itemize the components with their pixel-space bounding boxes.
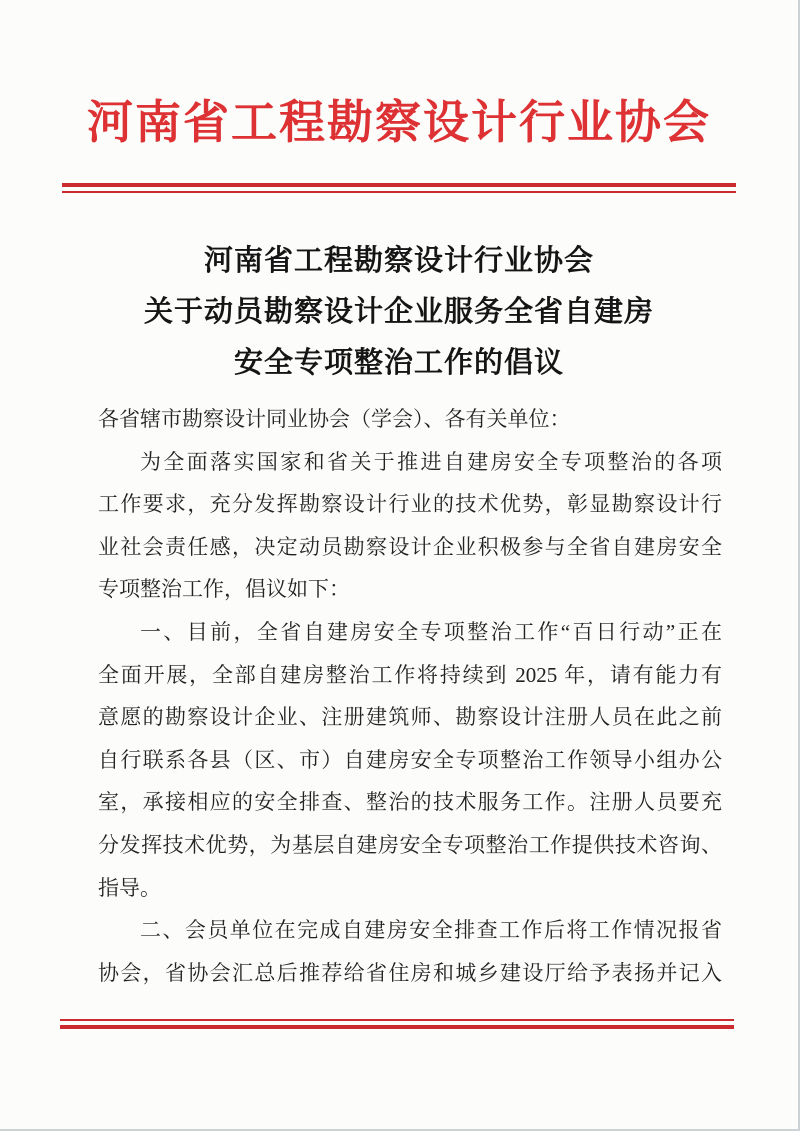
body-line: 自行联系各县（区、市）自建房安全专项整治工作领导小组办公 [98,747,722,772]
body-line: 业社会责任感，决定动员勘察设计企业积极参与全省自建房安全 [98,534,722,559]
footer-double-rule [60,1019,734,1029]
letterhead-title: 河南省工程勘察设计行业协会 [87,97,711,148]
body-line: 为全面落实国家和省关于推进自建房安全专项整治的各项 [140,449,722,474]
salutation-line: 各省辖市勘察设计同业协会（学会）、各有关单位： [98,407,571,431]
body-line: 一、目前，全省自建房安全专项整治工作“百日行动”正在 [140,619,722,644]
body-line: 室，承接相应的安全排查、整治的技术服务工作。注册人员要充 [98,790,722,815]
body-line: 工作要求，充分发挥勘察设计行业的技术优势，彰显勘察设计行 [98,492,722,517]
body-line: 协会，省协会汇总后推荐给省住房和城乡建设厅给予表扬并记入 [98,960,722,985]
document-body [98,398,722,994]
header-double-rule [62,183,736,193]
document-title-line-1: 河南省工程勘察设计行业协会 [203,245,594,277]
body-line: 指导。 [98,875,161,900]
body-line: 分发挥技术优势，为基层自建房安全专项整治工作提供技术咨询、 [98,832,722,857]
body-line: 意愿的勘察设计企业、注册建筑师、勘察设计注册人员在此之前 [98,705,722,730]
footer-rule-thick-bar [60,1025,734,1029]
document-title-line-2: 关于动员勘察设计企业服务全省自建房 [143,296,654,328]
document-title [0,236,798,389]
body-line: 专项整治工作，倡议如下： [98,577,350,602]
body-line: 二、会员单位在完成自建房安全排查工作后将工作情况报省 [140,918,722,943]
document-title-line-3: 安全专项整治工作的倡议 [233,347,564,379]
body-line: 全面开展，全部自建房整治工作将持续到 2025 年，请有能力有 [98,662,722,687]
header-rule-thin-bar [62,191,736,193]
